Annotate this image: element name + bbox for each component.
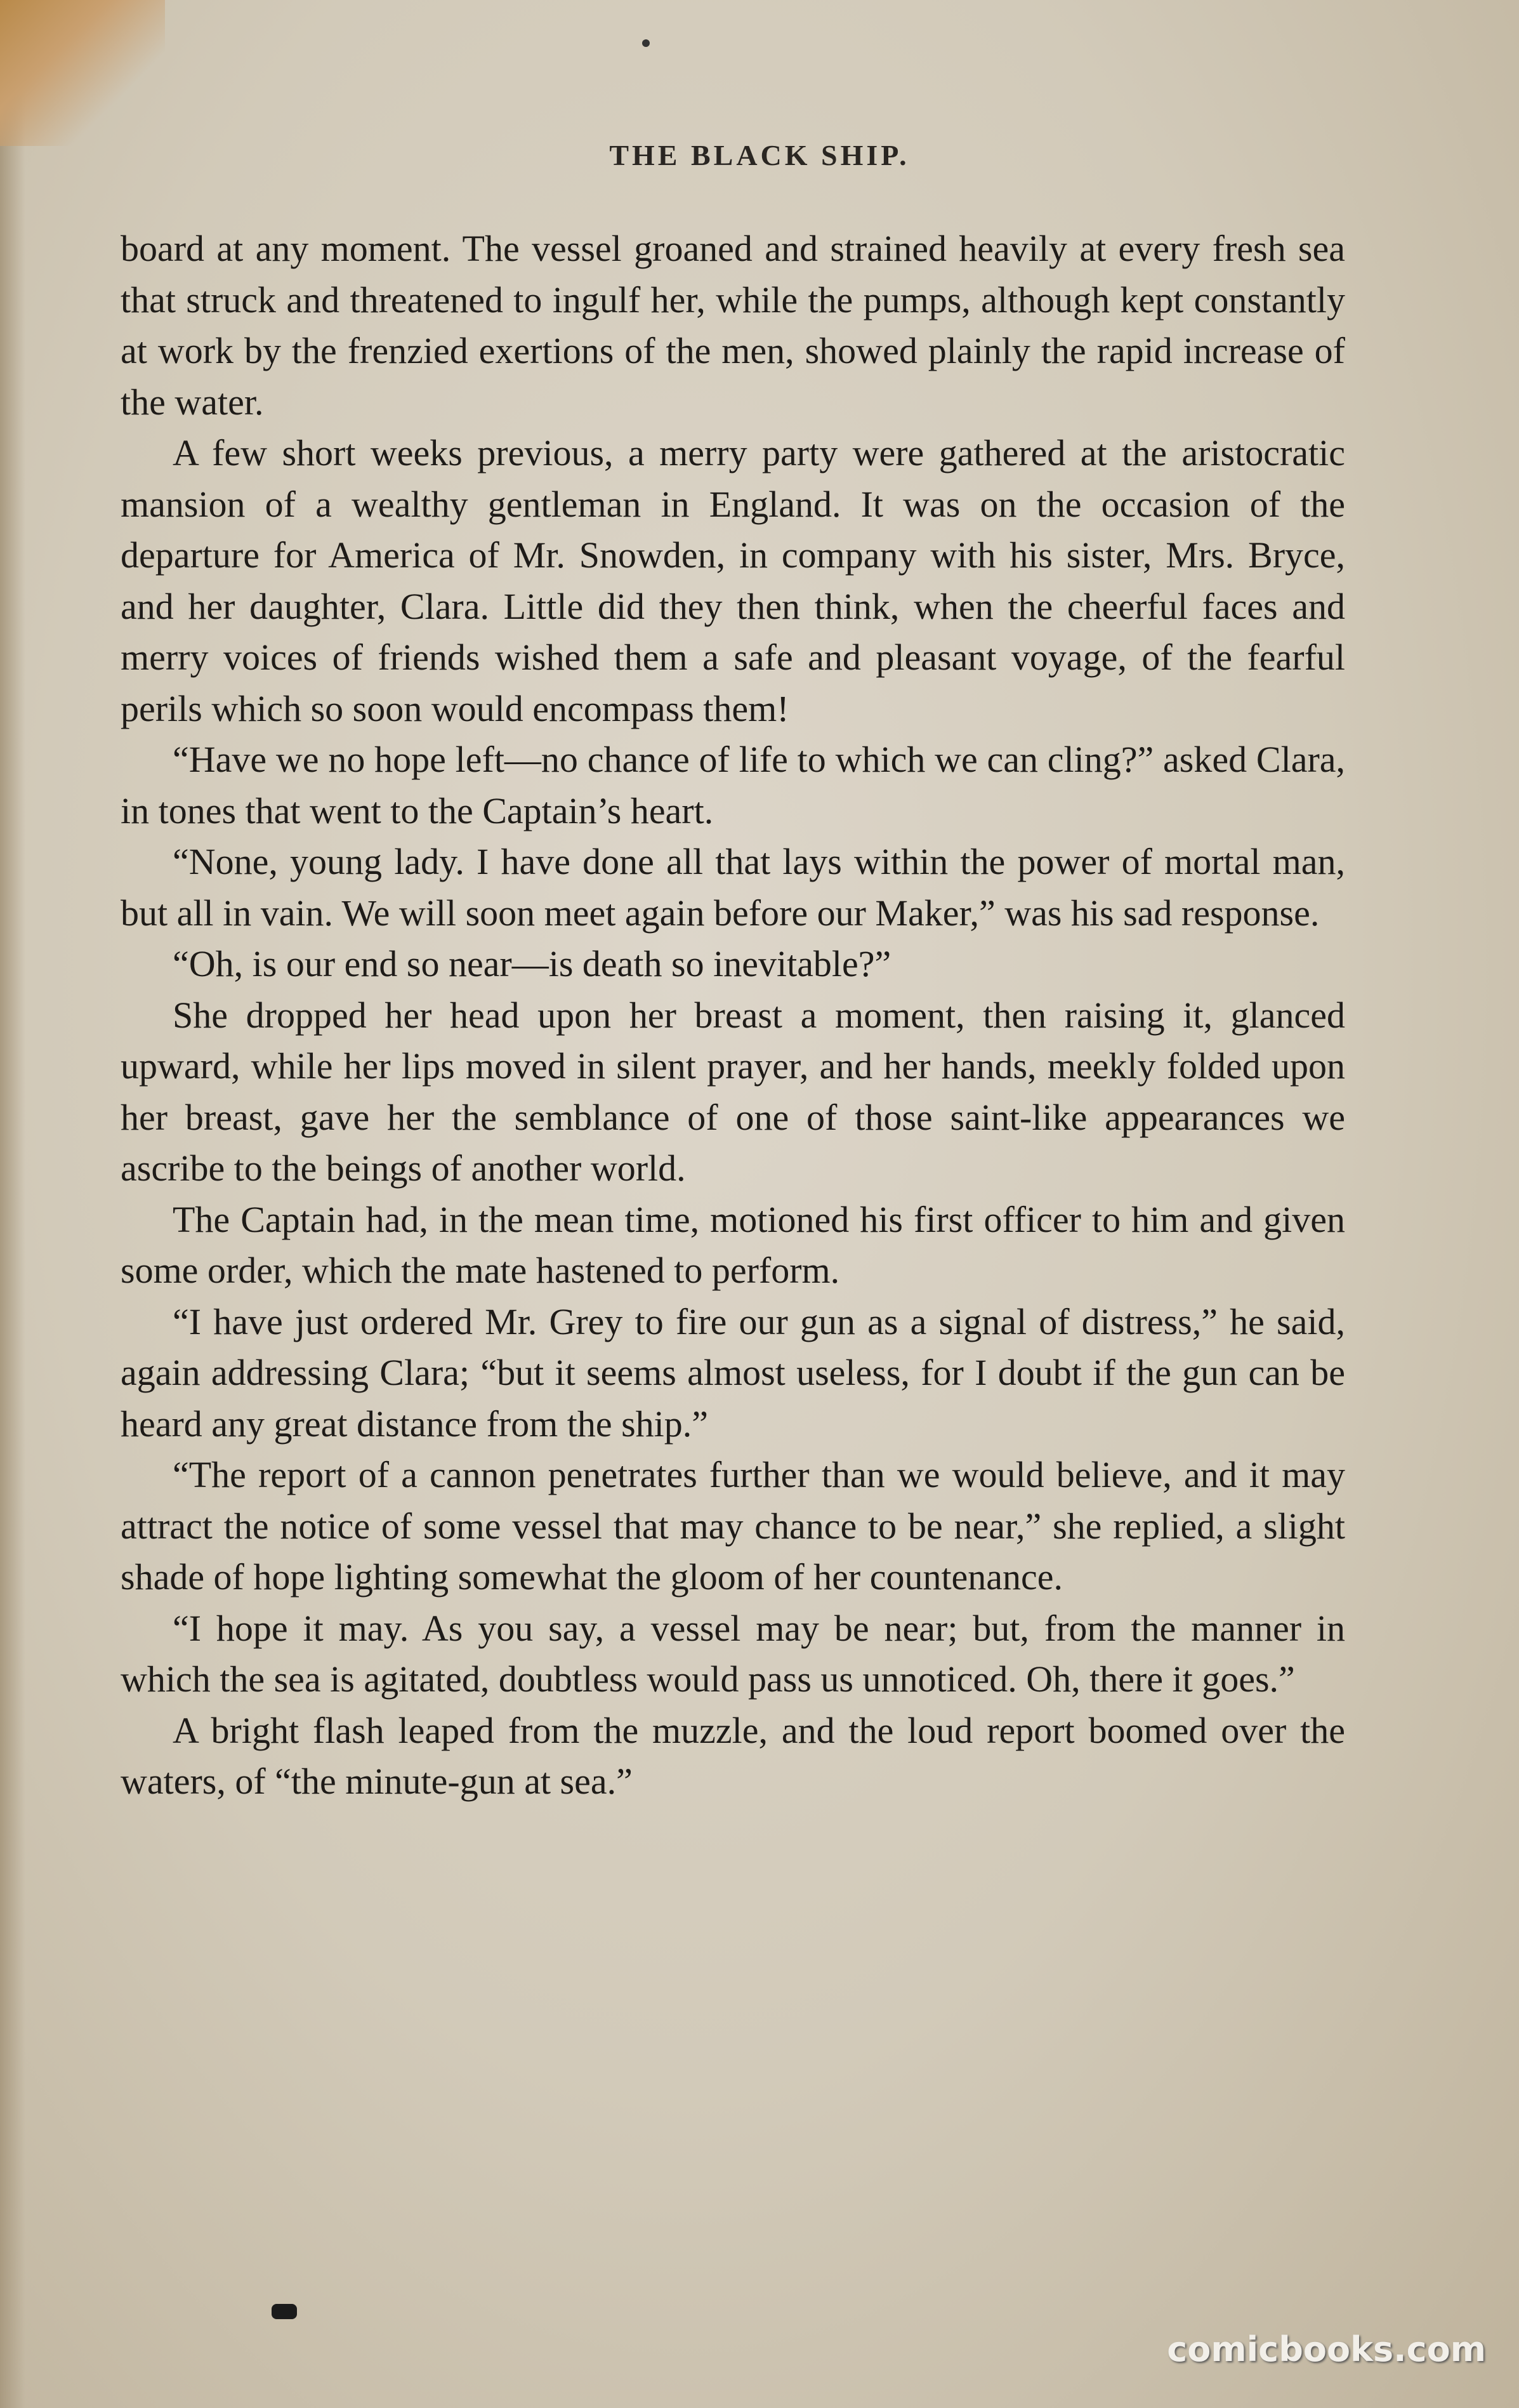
paragraph: board at any moment. The vessel groaned and strained heavily at every fresh sea that struck and threatened to ingulf her, while the pumps, although kept constantly at work by the frenzied exertions of the men, showed plainly the rapid increase of the water. xyxy=(121,228,1345,423)
ink-mark xyxy=(272,2304,297,2319)
watermark: comicbooks.com xyxy=(1167,2329,1486,2369)
paragraph: “I hope it may. As you say, a vessel may be near; but, from the manner in which the sea is agitated, doubtless would pass us unnoticed. Oh, there it goes.” xyxy=(121,1607,1345,1700)
paragraph: “The report of a cannon penetrates further than we would believe, and it may attract the notice of some vessel that may chance to be near,” she replied, a slight shade of hope lighting somewhat the gloom of her countenance. xyxy=(121,1454,1345,1598)
paragraph: She dropped her head upon her breast a moment, then raising it, glanced upward, while her lips moved in silent prayer, and her hands, meekly folded upon her breast, gave her the semblance of one of those saint-like appearances we ascribe to the beings of another world. xyxy=(121,994,1345,1189)
ink-dot xyxy=(642,39,650,47)
torn-corner xyxy=(0,0,165,146)
paragraph: “Have we no hope left—no chance of life to which we can cling?” asked Clara, in tones that went to the Captain’s heart. xyxy=(121,739,1345,831)
paragraph: A few short weeks previous, a merry party were gathered at the aristocratic mansion of a wealthy gentleman in England. It was on the occasion of the departure for America of Mr. Snowden, in company with his sister, Mrs. Bryce, and her daughter, Clara. Little did they then think, when the cheerful faces and merry voices of friends wished them a safe and pleasant voyage, of the fearful perils which so soon would encompass them! xyxy=(121,432,1345,729)
paragraph: “None, young lady. I have done all that lays within the power of mortal man, but all in vain. We will soon meet again before our Maker,” was his sad response. xyxy=(121,841,1345,934)
paragraph: “I have just ordered Mr. Grey to fire our gun as a signal of distress,” he said, again addressing Clara; “but it seems almost useless, for I doubt if the gun can be heard any great distance from the ship.” xyxy=(121,1300,1345,1445)
paragraph: A bright flash leaped from the muzzle, and the loud report boomed over the waters, of “the minute-gun at sea.” xyxy=(121,1709,1345,1802)
paragraph: “Oh, is our end so near—is death so inevitable?” xyxy=(173,943,891,984)
paragraph: The Captain had, in the mean time, motioned his first officer to him and given some order, which the mate hastened to perform. xyxy=(121,1198,1345,1291)
page-edge-shadow xyxy=(0,0,25,2408)
running-head: THE BLACK SHIP. xyxy=(609,139,910,171)
body-text xyxy=(121,223,1345,1808)
